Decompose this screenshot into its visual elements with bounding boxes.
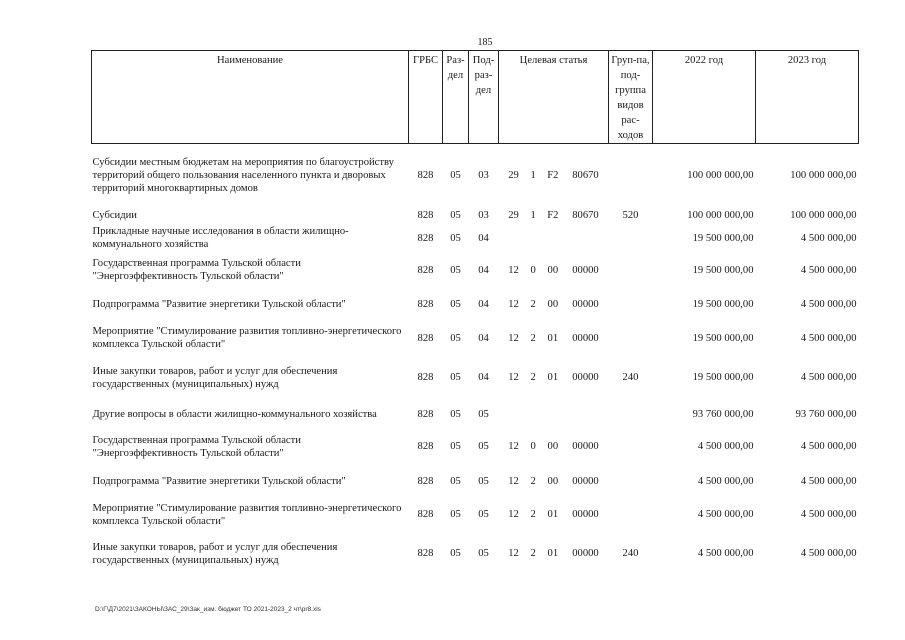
header-name: Наименование bbox=[92, 51, 409, 144]
row-expense-group bbox=[609, 144, 653, 208]
row-amount-2022: 4 500 000,00 bbox=[697, 509, 754, 520]
header-grbs: ГРБС bbox=[409, 51, 443, 144]
table-row bbox=[92, 400, 859, 429]
target-article-part-1: 12 bbox=[508, 441, 519, 452]
target-article-part-2: 2 bbox=[530, 372, 536, 383]
row-amount-2022: 4 500 000,00 bbox=[697, 475, 754, 487]
target-article-part-2: 0 bbox=[530, 264, 536, 276]
target-article-part-1: 12 bbox=[508, 475, 519, 487]
row-name: Субсидии bbox=[92, 210, 137, 221]
row-name: Другие вопросы в области жилищно-коммунального хозяйства bbox=[92, 408, 377, 420]
target-article-part-1: 12 bbox=[508, 298, 519, 310]
target-article-part-1: 12 bbox=[508, 264, 519, 276]
row-amount-2023: 4 500 000,00 bbox=[800, 509, 857, 520]
target-article-part-2: 2 bbox=[530, 332, 536, 344]
row-podrazdel: 04 bbox=[478, 372, 489, 383]
row-amount-2023: 4 500 000,00 bbox=[800, 298, 857, 310]
row-expense-group bbox=[609, 429, 653, 465]
row-expense-group bbox=[609, 400, 653, 429]
row-name: Государственная программа Тульской области "Энергоэффективность Тульской области" bbox=[92, 258, 301, 282]
row-amount-2022: 19 500 000,00 bbox=[692, 232, 754, 244]
row-expense-group: 520 bbox=[622, 210, 639, 221]
row-name: Подпрограмма "Развитие энергетики Тульской области" bbox=[92, 475, 346, 487]
row-razdel: 05 bbox=[450, 298, 461, 310]
table-row bbox=[92, 429, 859, 465]
target-article-part-1: 12 bbox=[508, 332, 519, 344]
row-name: Подпрограмма "Развитие энергетики Тульской области" bbox=[92, 298, 346, 310]
row-razdel: 05 bbox=[450, 332, 461, 344]
table-row bbox=[92, 321, 859, 356]
row-amount-2023: 4 500 000,00 bbox=[800, 264, 857, 276]
row-podrazdel: 03 bbox=[478, 170, 489, 182]
row-target-article bbox=[499, 429, 609, 465]
row-amount-2022: 4 500 000,00 bbox=[697, 441, 754, 452]
target-article-part-3: F2 bbox=[547, 170, 559, 182]
row-podrazdel: 04 bbox=[478, 264, 489, 276]
row-podrazdel: 04 bbox=[478, 232, 489, 244]
target-article-part-3: F2 bbox=[547, 210, 559, 221]
table-row bbox=[92, 532, 859, 576]
row-target-article bbox=[499, 208, 609, 224]
row-razdel: 05 bbox=[450, 441, 461, 452]
row-amount-2023: 4 500 000,00 bbox=[800, 332, 857, 344]
row-grbs: 828 bbox=[417, 332, 434, 344]
row-razdel: 05 bbox=[450, 509, 461, 520]
target-article-part-2: 1 bbox=[530, 170, 536, 182]
row-expense-group bbox=[609, 321, 653, 356]
row-amount-2022: 19 500 000,00 bbox=[692, 332, 754, 344]
row-amount-2022: 100 000 000,00 bbox=[687, 170, 754, 182]
header-expense-group: Груп-па, под-группа видов рас-ходов bbox=[609, 51, 653, 144]
header-2023: 2023 год bbox=[756, 51, 859, 144]
target-article-part-3: 01 bbox=[547, 332, 559, 344]
target-article-part-4: 00000 bbox=[572, 372, 599, 383]
row-target-article bbox=[499, 224, 609, 253]
row-grbs: 828 bbox=[417, 170, 434, 182]
target-article-part-3: 01 bbox=[547, 548, 559, 559]
row-name: Мероприятие "Стимулирование развития топливно-энергетического комплекса Тульской области" bbox=[92, 502, 402, 527]
row-razdel: 05 bbox=[450, 264, 461, 276]
row-amount-2023: 4 500 000,00 bbox=[800, 441, 857, 452]
header-target-article: Целевая статья bbox=[499, 51, 609, 144]
row-target-article bbox=[499, 465, 609, 498]
row-razdel: 05 bbox=[450, 232, 461, 244]
row-razdel: 05 bbox=[450, 548, 461, 559]
row-expense-group: 240 bbox=[622, 372, 639, 383]
row-expense-group bbox=[609, 288, 653, 321]
row-expense-group bbox=[609, 253, 653, 288]
file-path-footer: D:\Г\Д7\2021\ЗАКОНЫ\ЗАС_29\Зак_изм. бюджет ТО 2021-2023_2 чт\pr8.xls bbox=[95, 606, 321, 613]
target-article-part-1: 29 bbox=[508, 170, 519, 182]
row-amount-2023: 100 000 000,00 bbox=[790, 210, 857, 221]
target-article-part-3: 00 bbox=[547, 298, 559, 310]
row-name: Иные закупки товаров, работ и услуг для обеспечения государственных (муниципальных) нужд bbox=[92, 365, 338, 390]
row-grbs: 828 bbox=[417, 232, 434, 244]
row-target-article bbox=[499, 253, 609, 288]
row-razdel: 05 bbox=[450, 372, 461, 383]
target-article-part-4: 00000 bbox=[572, 509, 599, 520]
row-expense-group bbox=[609, 224, 653, 253]
row-amount-2022: 100 000 000,00 bbox=[687, 210, 754, 221]
target-article-part-4: 00000 bbox=[572, 264, 599, 276]
table-row bbox=[92, 253, 859, 288]
row-amount-2022: 19 500 000,00 bbox=[692, 298, 754, 310]
target-article-part-4: 80670 bbox=[572, 210, 599, 221]
target-article-part-2: 0 bbox=[530, 441, 536, 452]
row-amount-2023: 4 500 000,00 bbox=[800, 372, 857, 383]
row-expense-group: 240 bbox=[622, 548, 639, 559]
target-article-part-3: 00 bbox=[547, 441, 559, 452]
row-grbs: 828 bbox=[417, 298, 434, 310]
row-grbs: 828 bbox=[417, 372, 434, 383]
target-article-part-4: 00000 bbox=[572, 475, 599, 487]
row-grbs: 828 bbox=[417, 441, 434, 452]
target-article-part-1: 12 bbox=[508, 548, 519, 559]
target-article-part-1: 12 bbox=[508, 372, 519, 383]
row-podrazdel: 04 bbox=[478, 332, 489, 344]
table-row bbox=[92, 144, 859, 208]
row-grbs: 828 bbox=[417, 548, 434, 559]
header-podrazdel: Под-раз-дел bbox=[469, 51, 499, 144]
row-razdel: 05 bbox=[450, 170, 461, 182]
row-amount-2022: 19 500 000,00 bbox=[692, 372, 754, 383]
row-target-article bbox=[499, 288, 609, 321]
target-article-part-1: 12 bbox=[508, 509, 519, 520]
row-grbs: 828 bbox=[417, 408, 434, 420]
row-amount-2022: 93 760 000,00 bbox=[692, 408, 754, 420]
row-podrazdel: 05 bbox=[478, 408, 489, 420]
row-target-article bbox=[499, 498, 609, 532]
row-podrazdel: 03 bbox=[478, 210, 489, 221]
target-article-part-4: 00000 bbox=[572, 332, 599, 344]
row-amount-2022: 19 500 000,00 bbox=[692, 264, 754, 276]
row-razdel: 05 bbox=[450, 210, 461, 221]
target-article-part-3: 00 bbox=[547, 475, 559, 487]
row-grbs: 828 bbox=[417, 509, 434, 520]
row-target-article bbox=[499, 356, 609, 400]
row-razdel: 05 bbox=[450, 408, 461, 420]
target-article-part-1: 29 bbox=[508, 210, 519, 221]
target-article-part-3: 01 bbox=[547, 372, 559, 383]
table-row bbox=[92, 208, 859, 224]
header-razdel: Раз-дел bbox=[443, 51, 469, 144]
target-article-part-3: 00 bbox=[547, 264, 559, 276]
header-2022: 2022 год bbox=[653, 51, 756, 144]
table-header-row bbox=[92, 51, 859, 144]
row-name: Мероприятие "Стимулирование развития топливно-энергетического комплекса Тульской области" bbox=[92, 326, 402, 350]
table-row bbox=[92, 356, 859, 400]
row-amount-2023: 4 500 000,00 bbox=[800, 232, 857, 244]
row-expense-group bbox=[609, 498, 653, 532]
target-article-part-2: 2 bbox=[530, 548, 536, 559]
row-podrazdel: 05 bbox=[478, 441, 489, 452]
row-name: Иные закупки товаров, работ и услуг для обеспечения государственных (муниципальных) нужд bbox=[92, 541, 338, 566]
row-razdel: 05 bbox=[450, 475, 461, 487]
row-expense-group bbox=[609, 465, 653, 498]
target-article-part-2: 2 bbox=[530, 509, 536, 520]
table-body bbox=[92, 144, 859, 576]
row-podrazdel: 05 bbox=[478, 475, 489, 487]
page-number: 185 bbox=[477, 37, 493, 48]
target-article-part-2: 2 bbox=[530, 475, 536, 487]
row-podrazdel: 05 bbox=[478, 509, 489, 520]
row-target-article bbox=[499, 532, 609, 576]
row-name: Прикладные научные исследования в области жилищно-коммунального хозяйства bbox=[92, 226, 349, 250]
target-article-part-2: 1 bbox=[530, 210, 536, 221]
row-name: Государственная программа Тульской области "Энергоэффективность Тульской области" bbox=[92, 434, 301, 459]
budget-table bbox=[91, 50, 859, 576]
row-amount-2023: 4 500 000,00 bbox=[800, 548, 857, 559]
row-grbs: 828 bbox=[417, 264, 434, 276]
row-amount-2022: 4 500 000,00 bbox=[697, 548, 754, 559]
row-amount-2023: 100 000 000,00 bbox=[790, 170, 857, 182]
row-podrazdel: 05 bbox=[478, 548, 489, 559]
row-target-article bbox=[499, 144, 609, 208]
target-article-part-4: 00000 bbox=[572, 441, 599, 452]
row-grbs: 828 bbox=[417, 475, 434, 487]
table-row bbox=[92, 224, 859, 253]
target-article-part-4: 00000 bbox=[572, 548, 599, 559]
row-amount-2023: 93 760 000,00 bbox=[795, 408, 857, 420]
row-target-article bbox=[499, 400, 609, 429]
table-row bbox=[92, 465, 859, 498]
table-row bbox=[92, 288, 859, 321]
target-article-part-4: 80670 bbox=[572, 170, 599, 182]
target-article-part-4: 00000 bbox=[572, 298, 599, 310]
row-name: Субсидии местным бюджетам на мероприятия по благоустройству территорий общего пользования населенного пункта и дворовых территорий многоквартирных домов bbox=[92, 157, 394, 195]
target-article-part-2: 2 bbox=[530, 298, 536, 310]
row-target-article bbox=[499, 321, 609, 356]
target-article-part-3: 01 bbox=[547, 509, 559, 520]
row-amount-2023: 4 500 000,00 bbox=[800, 475, 857, 487]
row-grbs: 828 bbox=[417, 210, 434, 221]
row-podrazdel: 04 bbox=[478, 298, 489, 310]
table-row bbox=[92, 498, 859, 532]
